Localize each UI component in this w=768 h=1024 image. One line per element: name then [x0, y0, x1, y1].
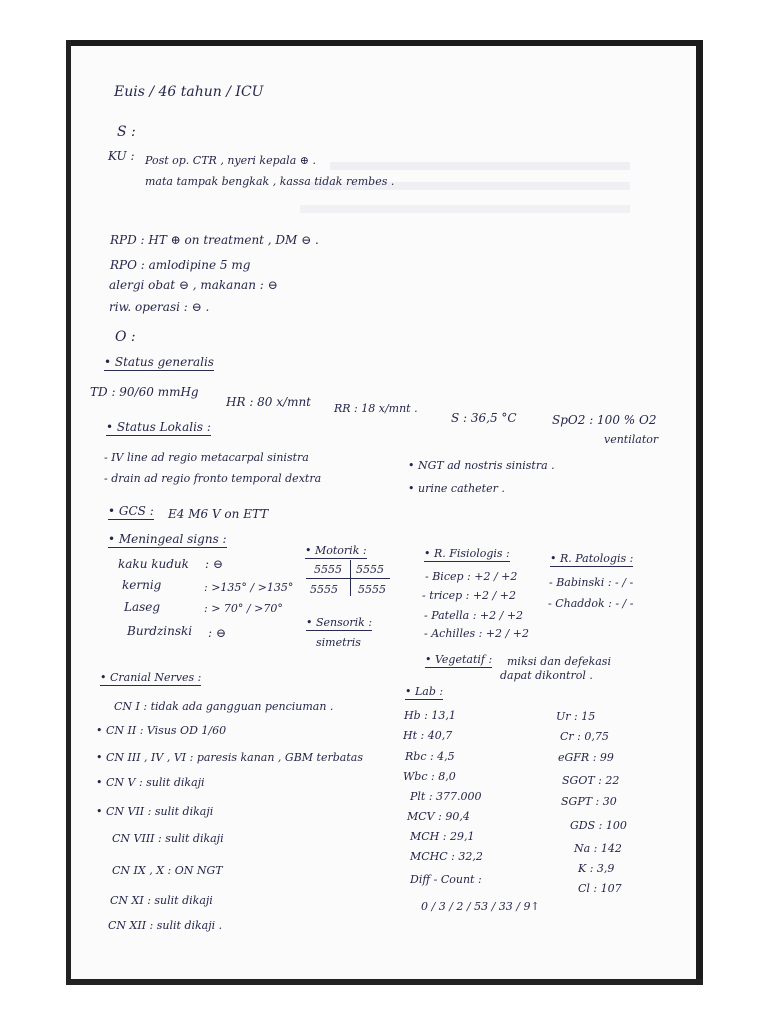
lab-k: K : 3,9 — [578, 862, 615, 875]
vegetatif-line-2: dapat dikontrol . — [500, 669, 593, 682]
r-fisiologis-tricep: - tricep : +2 / +2 — [422, 589, 516, 602]
lab-egfr: eGFR : 99 — [558, 751, 614, 764]
alergi-line: alergi obat ⊖ , makanan : ⊖ — [109, 278, 278, 292]
motorik-horizontal-divider — [306, 578, 390, 579]
vegetatif-heading: • Vegetatif : — [425, 653, 493, 666]
vital-hr: HR : 80 x/mnt — [226, 395, 311, 409]
rpd-line: RPD : HT ⊕ on treatment , DM ⊖ . — [110, 233, 319, 247]
vegetatif-line-1: miksi dan defekasi — [507, 655, 611, 668]
r-patologis-chaddok: - Chaddok : - / - — [548, 597, 634, 610]
riwayat-operasi-line: riw. operasi : ⊖ . — [109, 300, 210, 314]
r-fisiologis-achilles: - Achilles : +2 / +2 — [424, 627, 529, 640]
motorik-vertical-divider — [350, 560, 351, 596]
r-patologis-heading: • R. Patologis : — [550, 552, 634, 565]
lab-cl: Cl : 107 — [578, 882, 622, 895]
cranial-nerve-8: CN VIII : sulit dikaji — [112, 832, 224, 845]
ku-line-2: mata tampak bengkak , kassa tidak rembes . — [145, 175, 395, 188]
lokalis-item-iv-line: - IV line ad regio metacarpal sinistra — [104, 451, 309, 464]
subjective-label: S : — [117, 124, 136, 140]
lab-cr: Cr : 0,75 — [560, 730, 609, 743]
rpo-line: RPO : amlodipine 5 mg — [110, 258, 251, 272]
scan-border-bottom — [66, 979, 703, 985]
ku-line-1: Post op. CTR , nyeri kepala ⊕ . — [145, 154, 316, 167]
status-lokalis-heading: • Status Lokalis : — [106, 420, 211, 434]
lab-rbc: Rbc : 4,5 — [405, 750, 455, 763]
status-generalis-heading: • Status generalis — [104, 355, 214, 369]
vital-temperature: S : 36,5 °C — [451, 411, 517, 425]
lab-sgpt: SGPT : 30 — [561, 795, 617, 808]
cranial-nerves-heading: • Cranial Nerves : — [100, 671, 202, 684]
motorik-upper-right: 5555 — [356, 563, 384, 576]
lab-plt: Plt : 377.000 — [410, 790, 482, 803]
cranial-nerve-2: • CN II : Visus OD 1/60 — [96, 724, 227, 737]
motorik-upper-left: 5555 — [314, 563, 342, 576]
r-fisiologis-bicep: - Bicep : +2 / +2 — [425, 570, 518, 583]
lab-mch: MCH : 29,1 — [410, 830, 475, 843]
lokalis-item-ngt: • NGT ad nostris sinistra . — [408, 459, 555, 472]
cranial-nerve-9-10: CN IX , X : ON NGT — [112, 864, 223, 877]
lab-sgot: SGOT : 22 — [562, 774, 620, 787]
lab-mchc: MCHC : 32,2 — [410, 850, 483, 863]
meningeal-value-burdzinski: : ⊖ — [208, 626, 226, 640]
meningeal-value-kaku-kuduk: : ⊖ — [205, 557, 223, 571]
motorik-lower-right: 5555 — [358, 583, 386, 596]
lab-ur: Ur : 15 — [556, 710, 596, 723]
motorik-heading: • Motorik : — [305, 544, 367, 557]
lokalis-item-drain: - drain ad regio fronto temporal dextra — [104, 472, 322, 485]
lokalis-item-urine-catheter: • urine catheter . — [408, 482, 505, 495]
objective-label: O : — [115, 329, 136, 345]
r-patologis-babinski: - Babinski : - / - — [549, 576, 634, 589]
bleed-through-mark — [330, 162, 630, 170]
lab-wbc: Wbc : 8,0 — [403, 770, 456, 783]
meningeal-value-kernig: : >135° / >135° — [204, 581, 294, 594]
gcs-value: E4 M6 V on ETT — [168, 507, 269, 521]
gcs-label: • GCS : — [108, 504, 154, 518]
meningeal-name-burdzinski: Burdzinski — [127, 624, 193, 638]
scan-border-right — [696, 40, 703, 985]
sensorik-heading: • Sensorik : — [306, 616, 373, 629]
cranial-nerve-11: CN XI : sulit dikaji — [110, 894, 213, 907]
lab-ht: Ht : 40,7 — [403, 729, 453, 742]
meningeal-value-laseg: : > 70° / >70° — [204, 602, 283, 615]
r-fisiologis-heading: • R. Fisiologis : — [424, 547, 510, 560]
vital-td: TD : 90/60 mmHg — [90, 385, 199, 399]
cranial-nerve-12: CN XII : sulit dikaji . — [108, 919, 223, 932]
bleed-through-mark — [300, 205, 630, 213]
motorik-lower-left: 5555 — [310, 583, 338, 596]
lab-na: Na : 142 — [574, 842, 622, 855]
lab-diff-count-value: 0 / 3 / 2 / 53 / 33 / 9↑ — [421, 900, 540, 913]
vital-spo2: SpO2 : 100 % O2 — [552, 413, 657, 427]
cranial-nerve-1: CN I : tidak ada gangguan penciuman . — [114, 700, 334, 713]
ku-label: KU : — [108, 149, 135, 163]
lab-heading: • Lab : — [405, 685, 444, 698]
lab-diff-count-label: Diff - Count : — [410, 873, 482, 886]
meningeal-name-kernig: kernig — [122, 578, 162, 592]
cranial-nerve-7: • CN VII : sulit dikaji — [96, 805, 214, 818]
meningeal-name-laseg: Laseg — [124, 600, 161, 614]
meningeal-name-kaku-kuduk: kaku kuduk — [118, 557, 189, 571]
vital-rr: RR : 18 x/mnt . — [334, 402, 418, 415]
cranial-nerve-5: • CN V : sulit dikaji — [96, 776, 205, 789]
lab-gds: GDS : 100 — [570, 819, 627, 832]
r-fisiologis-patella: - Patella : +2 / +2 — [424, 609, 524, 622]
lab-mcv: MCV : 90,4 — [407, 810, 470, 823]
patient-header: Euis / 46 tahun / ICU — [114, 84, 264, 100]
vital-spo2-note: ventilator — [604, 433, 659, 446]
meningeal-heading: • Meningeal signs : — [108, 532, 227, 546]
sensorik-value: simetris — [316, 636, 361, 649]
cranial-nerve-3-4-6: • CN III , IV , VI : paresis kanan , GBM terbatas — [96, 751, 363, 764]
lab-hb: Hb : 13,1 — [404, 709, 456, 722]
